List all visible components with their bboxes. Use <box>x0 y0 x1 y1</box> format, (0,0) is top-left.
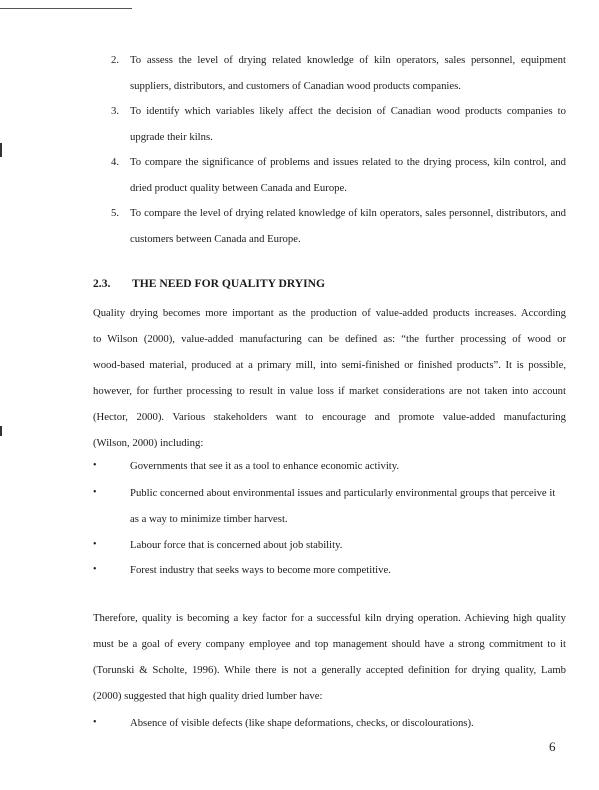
list-item <box>93 710 566 736</box>
bullet-icon: • <box>93 487 97 498</box>
objective-item <box>93 47 566 99</box>
paragraph-line: (Hector, 2000). Various stakeholders want to encourage and promote value-added manufacturing <box>93 411 566 423</box>
paragraph-line: (Wilson, 2000) including: <box>93 437 204 449</box>
objective-item <box>93 200 566 252</box>
list-item <box>93 557 566 583</box>
objective-text: To identify which variables likely affect the decision of Canadian wood products companies to upgrade their kilns. <box>130 105 566 143</box>
list-item-text: Public concerned about environmental issues and particularly environmental groups that perceive it as a way to minimize timber harvest. <box>130 487 556 525</box>
section-title: THE NEED FOR QUALITY DRYING <box>132 277 326 290</box>
bullet-icon: • <box>93 564 97 575</box>
objective-item <box>93 149 566 201</box>
list-item-text: Forest industry that seeks ways to become more competitive. <box>130 564 391 576</box>
bullet-icon: • <box>93 717 97 728</box>
list-item <box>93 532 566 558</box>
bullet-icon: • <box>93 539 97 550</box>
paragraph-line: must be a goal of every company employee and top management should have a strong commitment to it <box>93 638 566 650</box>
objective-number: 3. <box>111 105 120 117</box>
objective-item <box>93 98 566 150</box>
list-item-text: Labour force that is concerned about job stability. <box>130 539 343 551</box>
list-item-text: Governments that see it as a tool to enhance economic activity. <box>130 460 400 472</box>
paragraph <box>93 605 566 709</box>
list-item <box>93 453 566 479</box>
paragraph-line: to Wilson (2000), value-added manufacturing can be defined as: “the further processing of wood or <box>93 333 566 345</box>
objective-number: 4. <box>111 156 120 168</box>
list-item <box>93 480 566 532</box>
paragraph <box>93 300 566 456</box>
objective-text: To compare the significance of problems and issues related to the drying process, kiln control, and dried product quality between Canada and Europe. <box>130 156 566 194</box>
margin-mark <box>0 426 2 436</box>
margin-mark <box>0 143 2 157</box>
bullet-icon: • <box>93 460 97 471</box>
page-number: 6 <box>549 739 556 754</box>
paragraph-line: Quality drying becomes more important as the production of value-added products increases. According <box>93 307 566 319</box>
top-rule <box>0 8 132 9</box>
objective-number: 5. <box>111 207 120 219</box>
objective-number: 2. <box>111 54 120 66</box>
section-heading <box>93 276 325 292</box>
paragraph-line: however, for further processing to result in value loss if market considerations are not taken into account <box>93 385 566 397</box>
paragraph-line: wood-based material, produced at a primary mill, into semi-finished or finished products”. It is possible, <box>93 359 566 371</box>
section-number: 2.3. <box>93 277 111 290</box>
paragraph-line: Therefore, quality is becoming a key factor for a successful kiln drying operation. Achieving high quality <box>93 612 566 624</box>
list-item-text: Absence of visible defects (like shape deformations, checks, or discolourations). <box>130 717 474 729</box>
objective-text: To assess the level of drying related knowledge of kiln operators, sales personnel, equipment suppliers, distributors, and customers of Canadian wood products companies. <box>130 54 566 92</box>
objective-text: To compare the level of drying related knowledge of kiln operators, sales personnel, distributors, and customers between Canada and Europe. <box>130 207 566 245</box>
paragraph-line: (2000) suggested that high quality dried lumber have: <box>93 690 323 702</box>
paragraph-line: (Torunski & Scholte, 1996). While there is not a generally accepted definition for drying quality, Lamb <box>93 664 566 676</box>
